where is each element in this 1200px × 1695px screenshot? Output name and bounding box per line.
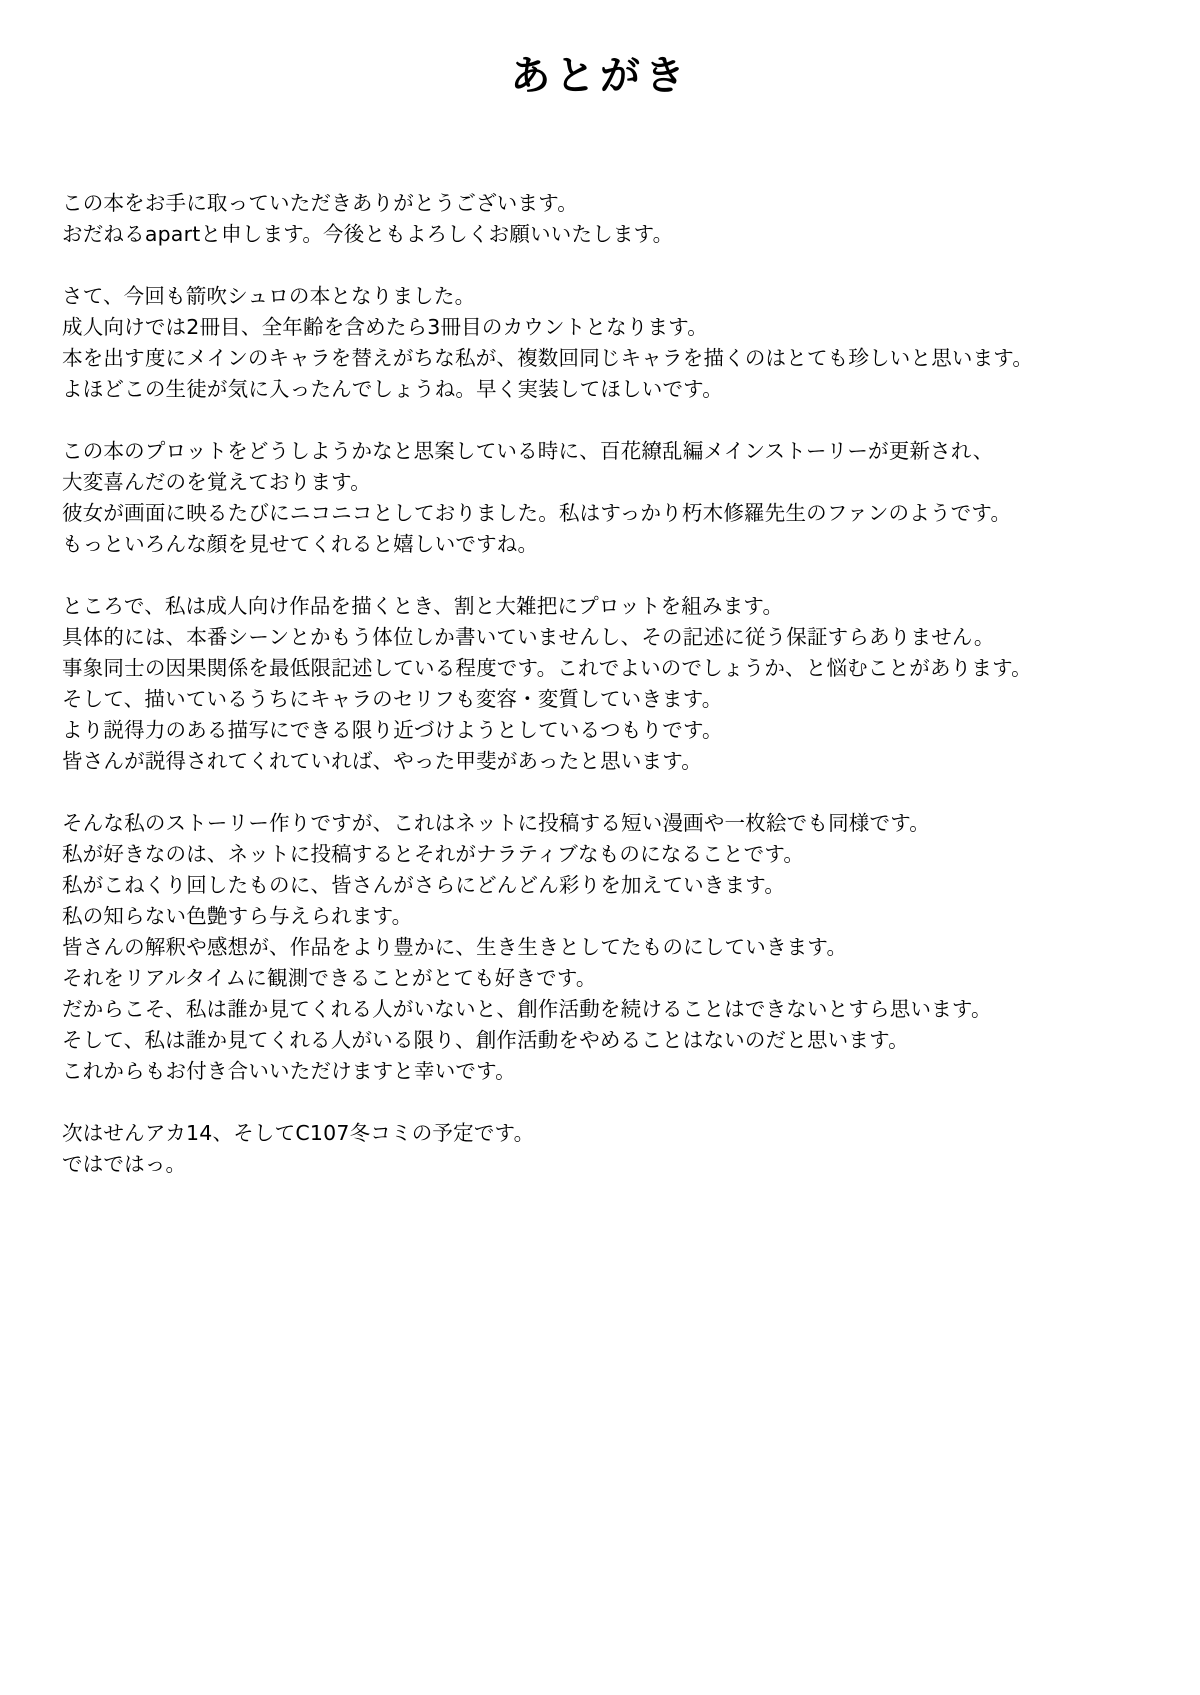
text-line: 本を出す度にメインのキャラを替えがちな私が、複数回同じキャラを描くのはとても珍しいと思います。 bbox=[62, 346, 1034, 370]
text-line: だからこそ、私は誰か見てくれる人がいないと、創作活動を続けることはできないとすら思います。 bbox=[62, 997, 992, 1021]
text-line: そんな私のストーリー作りですが、これはネットに投稿する短い漫画や一枚絵でも同様です。 bbox=[62, 811, 930, 835]
text-line: 彼女が画面に映るたびにニコニコとしておりました。私はすっかり朽木修羅先生のファンのようです。 bbox=[62, 501, 1012, 525]
text-line: よほどこの生徒が気に入ったんでしょうね。早く実装してほしいです。 bbox=[62, 377, 723, 401]
text-line: これからもお付き合いいただけますと幸いです。 bbox=[62, 1059, 516, 1083]
text-line: この本のプロットをどうしようかなと思案している時に、百花繚乱編メインストーリーが更新され、 bbox=[62, 439, 994, 463]
text-line: 大変喜んだのを覚えております。 bbox=[62, 470, 371, 494]
text-line: 私が好きなのは、ネットに投稿するとそれがナラティブなものになることです。 bbox=[62, 842, 805, 866]
text-line: おだねるapartと申します。今後ともよろしくお願いいたします。 bbox=[62, 222, 674, 246]
text-line: ではではっ。 bbox=[62, 1152, 187, 1176]
text-line: それをリアルタイムに観測できることがとても好きです。 bbox=[62, 966, 597, 990]
text-line: そして、私は誰か見てくれる人がいる限り、創作活動をやめることはないのだと思います。 bbox=[62, 1028, 909, 1052]
text-line: 私がこねくり回したものに、皆さんがさらにどんどん彩りを加えていきます。 bbox=[62, 873, 786, 897]
text-line: 皆さんの解釈や感想が、作品をより豊かに、生き生きとしてたものにしていきます。 bbox=[62, 935, 848, 959]
text-line: 次はせんアカ14、そしてC107冬コミの予定です。 bbox=[62, 1121, 535, 1145]
paragraph bbox=[62, 1118, 1122, 1180]
text-line: 具体的には、本番シーンとかもう体位しか書いていませんし、その記述に従う保証すらありません。 bbox=[62, 625, 995, 649]
paragraph bbox=[62, 281, 1122, 405]
text-line: 私の知らない色艶すら与えられます。 bbox=[62, 904, 413, 928]
text-line: 皆さんが説得されてくれていれば、やった甲斐があったと思います。 bbox=[62, 749, 703, 773]
text-line: より説得力のある描写にできる限り近づけようとしているつもりです。 bbox=[62, 718, 723, 742]
paragraph bbox=[62, 808, 1122, 1087]
paragraph bbox=[62, 591, 1122, 777]
text-line: ところで、私は成人向け作品を描くとき、割と大雑把にプロットを組みます。 bbox=[62, 594, 784, 618]
text-line: そして、描いているうちにキャラのセリフも変容・変質していきます。 bbox=[62, 687, 723, 711]
text-line: この本をお手に取っていただきありがとうございます。 bbox=[62, 191, 578, 215]
page-title: あとがき bbox=[510, 53, 690, 99]
text-line: 事象同士の因果関係を最低限記述している程度です。これでよいのでしょうか、と悩むことがあります。 bbox=[62, 656, 1032, 680]
text-line: もっといろんな顔を見せてくれると嬉しいですね。 bbox=[62, 532, 539, 556]
afterword-body bbox=[62, 188, 1122, 1180]
paragraph bbox=[62, 436, 1122, 560]
text-line: さて、今回も箭吹シュロの本となりました。 bbox=[62, 284, 476, 308]
paragraph bbox=[62, 188, 1122, 250]
text-line: 成人向けでは2冊目、全年齢を含めたら3冊目のカウントとなります。 bbox=[62, 315, 709, 339]
